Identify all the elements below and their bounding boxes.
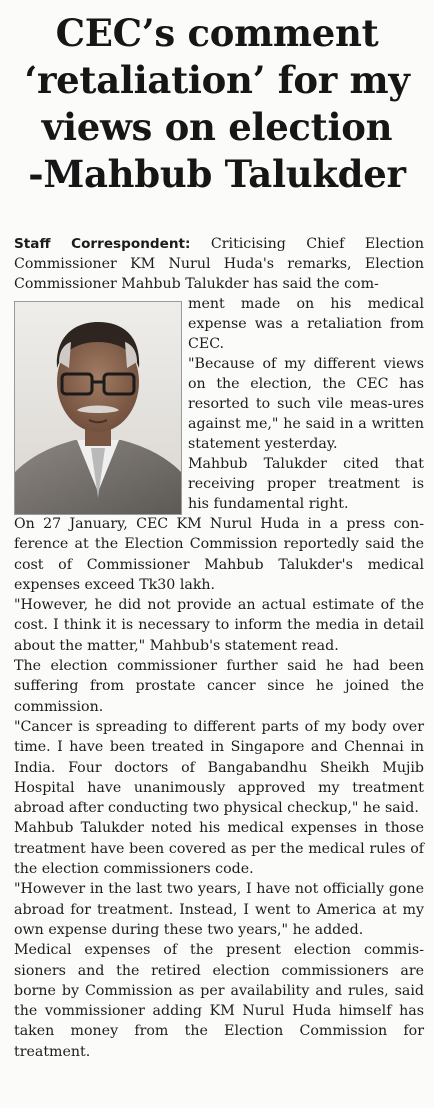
side-column <box>188 294 424 514</box>
body-paragraph: Mahbub Talukder noted his medical expenses in those treatment have been covered as per the medical rules of the election commissioners code. <box>14 820 424 878</box>
main-column <box>14 514 424 1062</box>
side-paragraph: ment made on his medical expense was a retaliation from CEC. <box>188 296 424 352</box>
portrait-photo <box>14 301 182 515</box>
headline <box>0 10 434 198</box>
side-paragraph: Mahbub Talukder cited that receiving proper treatment is his fundamental right. <box>188 456 424 512</box>
headline-line-4: -Mahbub Talukder <box>28 152 406 196</box>
lead-text: Criticising Chief Election Commissioner KM Nurul Huda's remarks, Election Commissioner Mahbub Talukder has said the com- <box>14 236 424 292</box>
byline: Staff Correspondent: <box>14 236 191 252</box>
body-paragraph: The election commissioner further said he had been suffering from prostate cancer since he joined the commission. <box>14 658 424 715</box>
body-paragraph: "However, he did not provide an actual estimate of the cost. I think it is necessary to inform the media in detail about the matter," Mahbub's statement read. <box>14 597 424 654</box>
body-paragraph: "Cancer is spreading to different parts of my body over time. I have been treated in Singapore and Chennai in India. Four doctors of Bangabandhu Sheikh Mujib Hospital have unanimously approved my treatment abroad after conducting two physical checkup," he said. <box>14 718 424 817</box>
headline-line-2: ‘retaliation’ for my <box>24 58 410 102</box>
side-paragraph: "Because of my different views on the election, the CEC has resorted to such vile meas-ures against me," he said in a written statement yesterday. <box>188 356 424 452</box>
body-paragraph: Medical expenses of the present election commis-sioners and the retired election commissioners are borne by Commission as per availability and rules, said the vommissioner adding KM Nurul Huda himself has taken money from the Election Commission for treatment. <box>14 942 424 1060</box>
portrait-illustration <box>15 302 181 514</box>
headline-line-3: views on election <box>41 105 393 149</box>
headline-line-1: CEC’s comment <box>55 11 379 55</box>
body-paragraph: On 27 January, CEC KM Nurul Huda in a press con-ference at the Election Commission reportedly said the cost of Commissioner Mahbub Talukder's medical expenses exceed Tk30 lakh. <box>14 516 424 593</box>
lead-paragraph <box>14 234 424 294</box>
body-paragraph: "However in the last two years, I have not officially gone abroad for treatment. Instead, I went to America at my own expense during these two years," he added. <box>14 881 424 938</box>
